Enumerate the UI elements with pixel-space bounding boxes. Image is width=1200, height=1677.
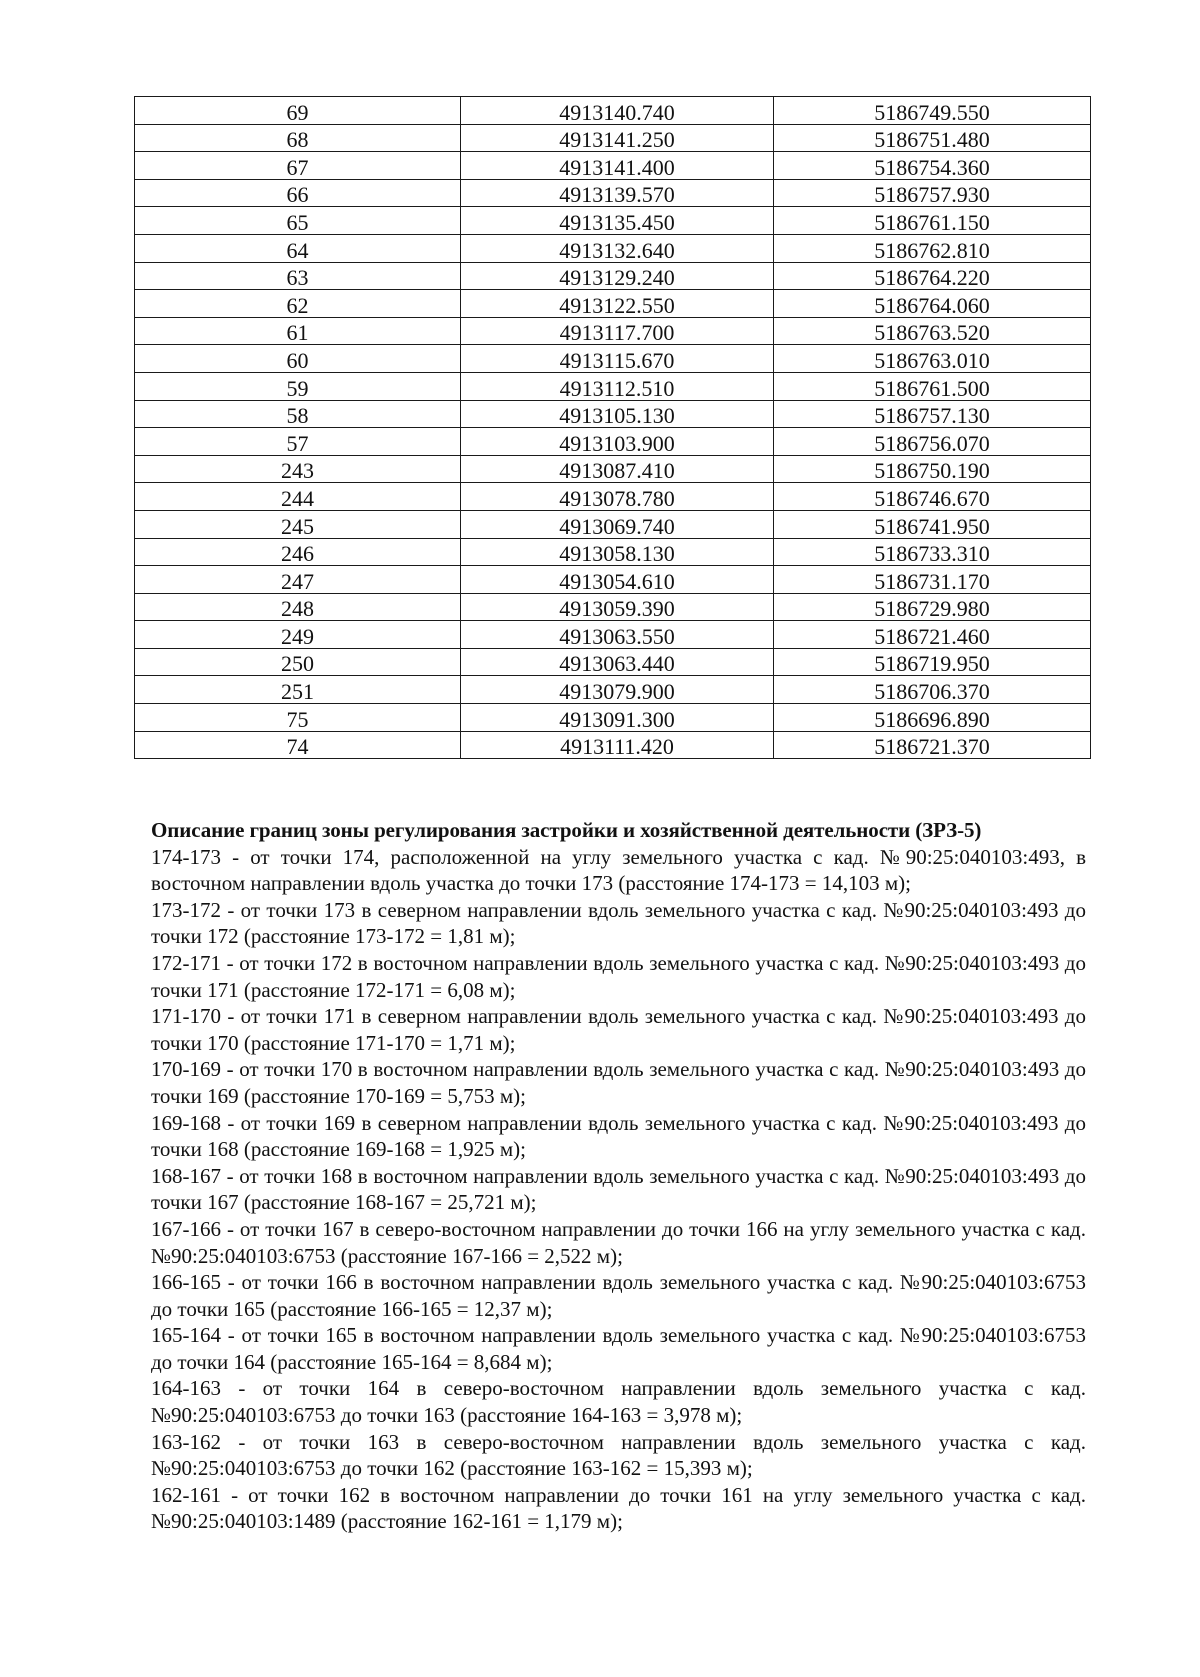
x-coordinate-cell: 4913117.700 — [461, 317, 774, 345]
point-number-cell: 247 — [135, 566, 461, 594]
table-row — [135, 538, 1091, 566]
y-coordinate-cell: 5186756.070 — [774, 428, 1091, 456]
table-row — [135, 566, 1091, 594]
table-row — [135, 648, 1091, 676]
x-coordinate-cell: 4913058.130 — [461, 538, 774, 566]
y-coordinate-cell: 5186733.310 — [774, 538, 1091, 566]
x-coordinate-cell: 4913135.450 — [461, 207, 774, 235]
boundary-segment-paragraph: 173-172 - от точки 173 в северном направлении вдоль земельного участка с кад. №90:25:040103:493 до точки 172 (расстояние 173-172 = 1,81 м); — [151, 897, 1086, 949]
boundary-segment-paragraph: 163-162 - от точки 163 в северо-восточном направлении вдоль земельного участка с кад. №90:25:040103:6753 до точки 162 (расстояние 163-162 = 15,393 м); — [151, 1429, 1086, 1481]
point-number-cell: 69 — [135, 97, 461, 125]
table-row — [135, 593, 1091, 621]
x-coordinate-cell: 4913129.240 — [461, 262, 774, 290]
y-coordinate-cell: 5186763.010 — [774, 345, 1091, 373]
table-row — [135, 428, 1091, 456]
x-coordinate-cell: 4913141.400 — [461, 152, 774, 180]
table-row — [135, 234, 1091, 262]
point-number-cell: 249 — [135, 621, 461, 649]
x-coordinate-cell: 4913087.410 — [461, 455, 774, 483]
point-number-cell: 64 — [135, 234, 461, 262]
point-number-cell: 60 — [135, 345, 461, 373]
coordinates-table — [134, 96, 1091, 759]
table-row — [135, 483, 1091, 511]
point-number-cell: 248 — [135, 593, 461, 621]
y-coordinate-cell: 5186750.190 — [774, 455, 1091, 483]
x-coordinate-cell: 4913069.740 — [461, 510, 774, 538]
point-number-cell: 66 — [135, 179, 461, 207]
y-coordinate-cell: 5186721.460 — [774, 621, 1091, 649]
point-number-cell: 65 — [135, 207, 461, 235]
boundary-segment-paragraph: 170-169 - от точки 170 в восточном направлении вдоль земельного участка с кад. №90:25:040103:493 до точки 169 (расстояние 170-169 = 5,753 м); — [151, 1057, 1086, 1108]
y-coordinate-cell: 5186761.150 — [774, 207, 1091, 235]
table-row — [135, 455, 1091, 483]
y-coordinate-cell: 5186751.480 — [774, 124, 1091, 152]
x-coordinate-cell: 4913063.550 — [461, 621, 774, 649]
section-title: Описание границ зоны регулирования застройки и хозяйственной деятельности (ЗРЗ-5) — [151, 818, 982, 842]
y-coordinate-cell: 5186746.670 — [774, 483, 1091, 511]
point-number-cell: 251 — [135, 676, 461, 704]
point-number-cell: 68 — [135, 124, 461, 152]
y-coordinate-cell: 5186761.500 — [774, 372, 1091, 400]
point-number-cell: 61 — [135, 317, 461, 345]
x-coordinate-cell: 4913115.670 — [461, 345, 774, 373]
table-row — [135, 179, 1091, 207]
x-coordinate-cell: 4913105.130 — [461, 400, 774, 428]
y-coordinate-cell: 5186741.950 — [774, 510, 1091, 538]
x-coordinate-cell: 4913140.740 — [461, 97, 774, 125]
boundary-segment-paragraph: 165-164 - от точки 165 в восточном направлении вдоль земельного участка с кад. №90:25:040103:6753 до точки 164 (расстояние 165-164 = 8,684 м); — [151, 1323, 1086, 1374]
y-coordinate-cell: 5186721.370 — [774, 731, 1091, 759]
y-coordinate-cell: 5186764.060 — [774, 290, 1091, 318]
description-paragraphs — [151, 844, 1086, 1535]
y-coordinate-cell: 5186696.890 — [774, 704, 1091, 732]
point-number-cell: 67 — [135, 152, 461, 180]
boundary-segment-paragraph: 174-173 - от точки 174, расположенной на углу земельного участка с кад. №90:25:040103:493, в восточном направлении вдоль участка до точки 173 (расстояние 174-173 = 14,103 м); — [151, 844, 1086, 896]
y-coordinate-cell: 5186757.930 — [774, 179, 1091, 207]
y-coordinate-cell: 5186731.170 — [774, 566, 1091, 594]
boundary-segment-paragraph: 166-165 - от точки 166 в восточном направлении вдоль земельного участка с кад. №90:25:040103:6753 до точки 165 (расстояние 166-165 = 12,37 м); — [151, 1270, 1086, 1321]
table-row — [135, 345, 1091, 373]
x-coordinate-cell: 4913132.640 — [461, 234, 774, 262]
table-row — [135, 372, 1091, 400]
table-row — [135, 510, 1091, 538]
y-coordinate-cell: 5186706.370 — [774, 676, 1091, 704]
x-coordinate-cell: 4913054.610 — [461, 566, 774, 594]
boundary-segment-paragraph: 164-163 - от точки 164 в северо-восточном направлении вдоль земельного участка с кад. №90:25:040103:6753 до точки 163 (расстояние 164-163 = 3,978 м); — [151, 1376, 1086, 1428]
boundary-segment-paragraph: 171-170 - от точки 171 в северном направлении вдоль земельного участка с кад. №90:25:040103:493 до точки 170 (расстояние 171-170 = 1,71 м); — [151, 1004, 1086, 1055]
y-coordinate-cell: 5186762.810 — [774, 234, 1091, 262]
point-number-cell: 243 — [135, 455, 461, 483]
boundary-segment-paragraph: 172-171 - от точки 172 в восточном направлении вдоль земельного участка с кад. №90:25:040103:493 до точки 171 (расстояние 172-171 = 6,08 м); — [151, 950, 1086, 1002]
x-coordinate-cell: 4913112.510 — [461, 372, 774, 400]
x-coordinate-cell: 4913111.420 — [461, 731, 774, 759]
table-row — [135, 124, 1091, 152]
y-coordinate-cell: 5186764.220 — [774, 262, 1091, 290]
x-coordinate-cell: 4913079.900 — [461, 676, 774, 704]
point-number-cell: 59 — [135, 372, 461, 400]
x-coordinate-cell: 4913141.250 — [461, 124, 774, 152]
point-number-cell: 58 — [135, 400, 461, 428]
point-number-cell: 74 — [135, 731, 461, 759]
y-coordinate-cell: 5186757.130 — [774, 400, 1091, 428]
table-row — [135, 621, 1091, 649]
point-number-cell: 246 — [135, 538, 461, 566]
point-number-cell: 75 — [135, 704, 461, 732]
table-row — [135, 97, 1091, 125]
y-coordinate-cell: 5186719.950 — [774, 648, 1091, 676]
table-row — [135, 731, 1091, 759]
y-coordinate-cell: 5186754.360 — [774, 152, 1091, 180]
boundary-segment-paragraph: 167-166 - от точки 167 в северо-восточном направлении до точки 166 на углу земельного участка с кад. №90:25:040103:6753 (расстояние 167-166 = 2,522 м); — [151, 1216, 1086, 1268]
x-coordinate-cell: 4913078.780 — [461, 483, 774, 511]
x-coordinate-cell: 4913063.440 — [461, 648, 774, 676]
table-row — [135, 290, 1091, 318]
table-row — [135, 317, 1091, 345]
x-coordinate-cell: 4913103.900 — [461, 428, 774, 456]
table-row — [135, 207, 1091, 235]
point-number-cell: 250 — [135, 648, 461, 676]
point-number-cell: 62 — [135, 290, 461, 318]
x-coordinate-cell: 4913139.570 — [461, 179, 774, 207]
x-coordinate-cell: 4913091.300 — [461, 704, 774, 732]
boundary-segment-paragraph: 169-168 - от точки 169 в северном направлении вдоль земельного участка с кад. №90:25:040103:493 до точки 168 (расстояние 169-168 = 1,925 м); — [151, 1110, 1086, 1162]
table-row — [135, 400, 1091, 428]
table-row — [135, 676, 1091, 704]
y-coordinate-cell: 5186763.520 — [774, 317, 1091, 345]
table-row — [135, 262, 1091, 290]
x-coordinate-cell: 4913122.550 — [461, 290, 774, 318]
coordinates-table-body — [135, 97, 1091, 759]
point-number-cell: 57 — [135, 428, 461, 456]
x-coordinate-cell: 4913059.390 — [461, 593, 774, 621]
y-coordinate-cell: 5186729.980 — [774, 593, 1091, 621]
boundary-segment-paragraph: 162-161 - от точки 162 в восточном направлении до точки 161 на углу земельного участка с кад. №90:25:040103:1489 (расстояние 162-161 = 1,179 м); — [151, 1482, 1086, 1534]
boundary-segment-paragraph: 168-167 - от точки 168 в восточном направлении вдоль земельного участка с кад. №90:25:040103:493 до точки 167 (расстояние 168-167 = 25,721 м); — [151, 1163, 1086, 1215]
boundary-description — [151, 817, 1086, 1535]
point-number-cell: 245 — [135, 510, 461, 538]
point-number-cell: 63 — [135, 262, 461, 290]
point-number-cell: 244 — [135, 483, 461, 511]
table-row — [135, 152, 1091, 180]
y-coordinate-cell: 5186749.550 — [774, 97, 1091, 125]
table-row — [135, 704, 1091, 732]
